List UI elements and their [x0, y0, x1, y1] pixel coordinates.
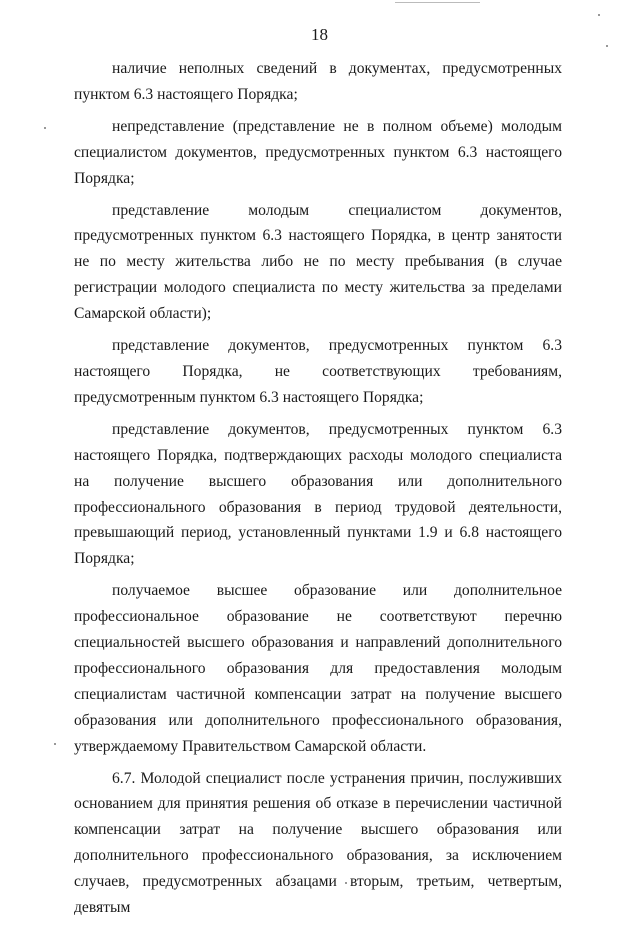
page-number: 18	[311, 25, 328, 44]
paragraph-section-6-7: 6.7. Молодой специалист после устранения причин, послуживших основанием для принятия решения об отказе в перечислении частичной компенсации затрат на получение высшего образования или дополнительного профессионального образования, за исключением случаев, предусмотренных абзацами вторым, третьим, четвертым, девятым	[74, 769, 562, 917]
paragraph-nonconforming-documents: представление документов, предусмотренных пунктом 6.3 настоящего Порядка, не соответствующих требованиям, предусмотренным пунктом 6.3 настоящего Порядка;	[74, 337, 562, 406]
scan-artifact-dot	[44, 127, 46, 129]
paragraph-wrong-employment-center: представление молодым специалистом документов, предусмотренных пунктом 6.3 настоящего Порядка, в центр занятости не по месту жительства либо не по месту пребывания (в случае регистрации молодого специалиста по месту жительства за пределами Самарской области);	[74, 201, 562, 323]
document-body	[74, 56, 562, 927]
scan-artifact-dot	[598, 14, 600, 16]
scan-artifact-dot	[606, 45, 608, 47]
paragraph-non-submission: непредставление (представление не в полном объеме) молодым специалистом документов, предусмотренных пунктом 6.3 настоящего Порядка;	[74, 117, 562, 187]
paragraph-education-not-in-list: получаемое высшее образование или дополнительное профессиональное образование не соответствуют перечню специальностей высшего образования и направлений дополнительного профессионального образования для предоставления молодым специалистам частичной компенсации затрат на получение высшего образования или дополнительного профессионального образования, утверждаемому Правительством Самарской области.	[74, 582, 562, 755]
scan-artifact-line	[395, 2, 480, 3]
paragraph-incomplete-info: наличие неполных сведений в документах, предусмотренных пунктом 6.3 настоящего Порядка;	[74, 60, 562, 103]
scan-artifact-dot	[54, 743, 56, 745]
paragraph-expenses-period-exceeded: представление документов, предусмотренных пунктом 6.3 настоящего Порядка, подтверждающих расходы молодого специалиста на получение высшего образования или дополнительного профессионального образования в период трудовой деятельности, превышающий период, установленный пунктами 1.9 и 6.8 настоящего Порядка;	[74, 420, 562, 568]
